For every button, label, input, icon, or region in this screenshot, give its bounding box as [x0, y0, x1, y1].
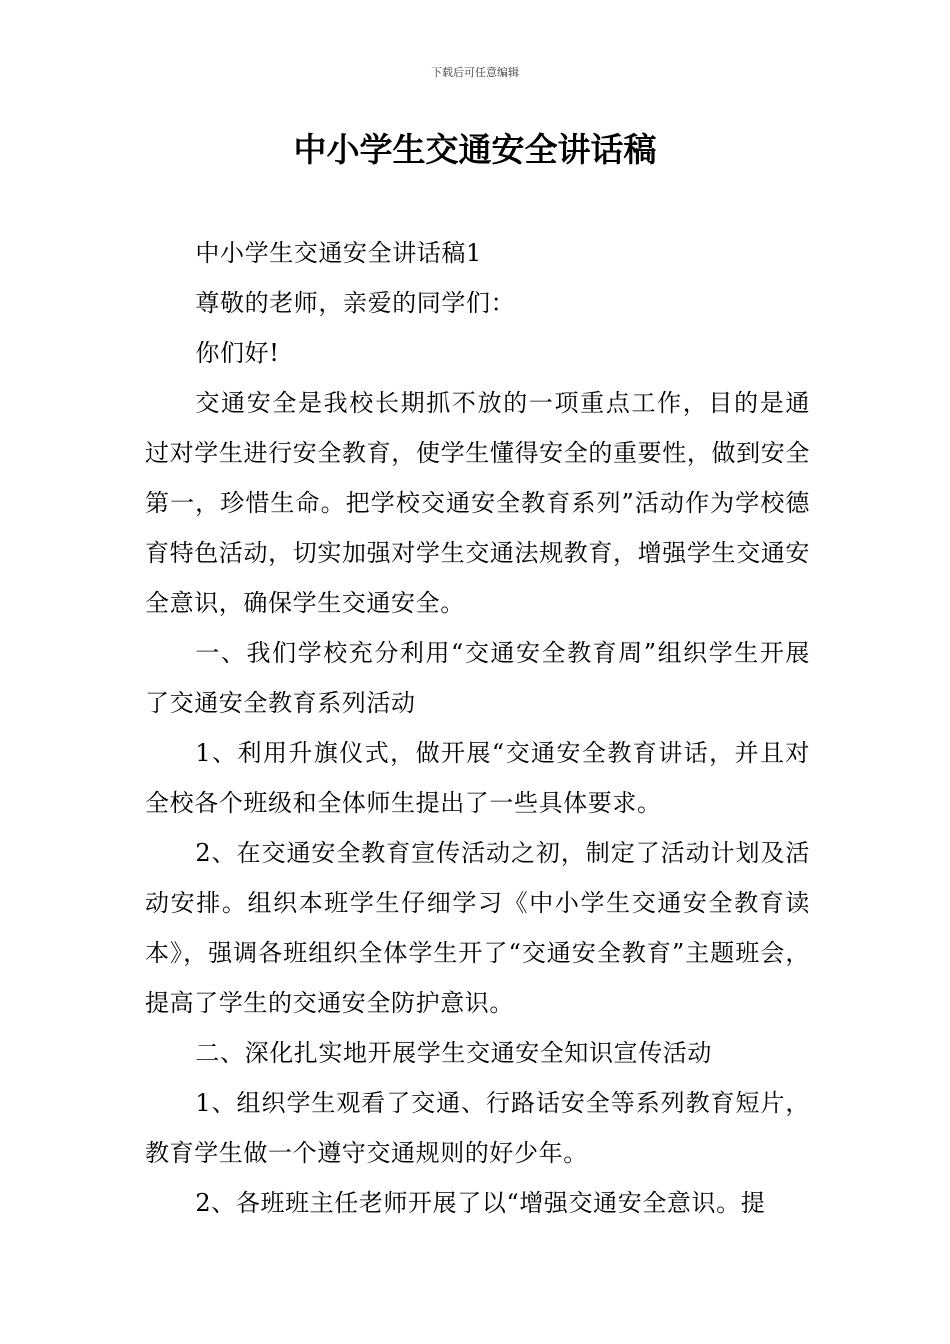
document-body: [145, 228, 810, 1228]
paragraph-salutation: 尊敬的老师，亲爱的同学们：: [195, 289, 516, 317]
paragraph-section-1-heading: 一、我们学校充分利用“交通安全教育周”组织学生开展了交通安全教育系列活动: [145, 639, 810, 717]
page-header-note: 下载后可任意编辑: [431, 66, 519, 79]
paragraph-subtitle: 中小学生交通安全讲话稿1: [195, 239, 482, 267]
paragraph-section-2-item-2: 2、各班班主任老师开展了以“增强交通安全意识。提: [195, 1189, 766, 1217]
paragraph-section-1-item-2: 2、在交通安全教育宣传活动之初，制定了活动计划及活动安排。组织本班学生仔细学习《中小学生交通安全教育读本》，强调各班组织全体学生开了“交通安全教育”主题班会，提高了学生的交通安全防护意识。: [145, 839, 810, 1017]
paragraph-section-2-heading: 二、深化扎实地开展学生交通安全知识宣传活动: [195, 1039, 712, 1067]
paragraph-intro: 交通安全是我校长期抓不放的一项重点工作，目的是通过对学生进行安全教育，使学生懂得安全的重要性，做到安全第一，珍惜生命。把学校交通安全教育系列”活动作为学校德育特色活动，切实加强对学生交通法规教育，增强学生交通安全意识，确保学生交通安全。: [145, 389, 810, 617]
paragraph-section-2-item-1: 1、组织学生观看了交通、行路话安全等系列教育短片，教育学生做一个遵守交通规则的好少年。: [145, 1089, 810, 1167]
paragraph-section-1-item-1: 1、利用升旗仪式，做开展“交通安全教育讲话，并且对全校各个班级和全体师生提出了一些具体要求。: [145, 739, 810, 817]
paragraph-greeting: 你们好!: [195, 339, 280, 367]
document-title: 中小学生交通安全讲话稿: [293, 130, 657, 169]
